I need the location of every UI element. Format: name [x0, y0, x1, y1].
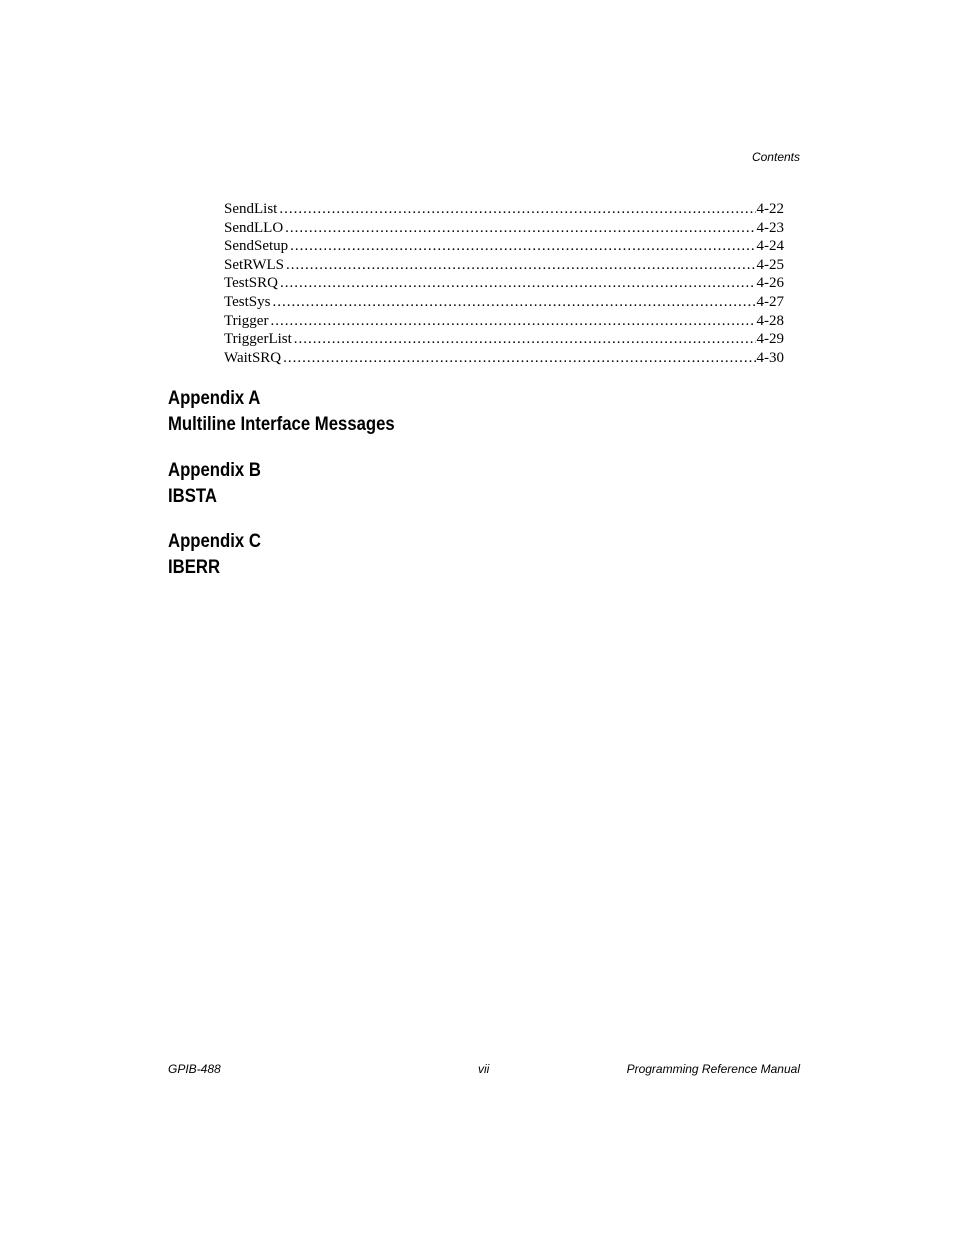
footer-manual-title: Programming Reference Manual — [626, 1062, 800, 1076]
toc-entry-testsys[interactable] — [224, 293, 784, 312]
toc-entry-title: WaitSRQ — [224, 349, 282, 366]
appendix-label: Appendix A — [168, 388, 261, 409]
toc-entry-title: SendList — [224, 201, 278, 217]
toc-entry-page: 4-23 — [756, 219, 784, 236]
toc-entry-title: TriggerList — [224, 331, 292, 348]
appendix-title: IBERR — [168, 557, 221, 578]
appendix-label: Appendix B — [168, 460, 261, 481]
toc-entry-page: 4-28 — [756, 312, 784, 329]
toc-entry-sendllo[interactable] — [224, 219, 784, 238]
toc-entry-page: 4-30 — [756, 349, 784, 366]
toc-entry-testsrq[interactable] — [224, 274, 784, 293]
running-head: Contents — [751, 150, 800, 164]
toc-entry-page: 4-25 — [756, 256, 784, 273]
appendix-b-heading[interactable] — [168, 458, 261, 510]
toc-entry-title: Trigger — [224, 312, 269, 329]
toc-entry-sendlist[interactable] — [224, 200, 784, 219]
appendix-title: Multiline Interface Messages — [168, 414, 395, 435]
toc-entry-page: 4-27 — [756, 293, 784, 310]
appendix-a-heading[interactable] — [168, 386, 395, 438]
dot-leader — [283, 349, 755, 368]
dot-leader — [280, 274, 756, 293]
footer-product-name: GPIB-488 — [168, 1062, 221, 1076]
toc-entry-page: 4-29 — [756, 331, 784, 348]
toc-entry-triggerlist[interactable] — [224, 330, 784, 349]
dot-leader — [290, 237, 755, 256]
toc-entry-title: TestSRQ — [224, 275, 278, 292]
toc-entry-sendsetup[interactable] — [224, 237, 784, 256]
toc-entry-title: SendLLO — [224, 219, 284, 236]
dot-leader — [294, 330, 756, 349]
dot-leader — [279, 200, 755, 219]
dot-leader — [272, 293, 755, 312]
dot-leader — [286, 256, 755, 275]
dot-leader — [270, 312, 755, 331]
appendix-title: IBSTA — [168, 486, 217, 507]
toc-entry-title: SendSetup — [224, 238, 289, 255]
toc-entry-title: TestSys — [224, 293, 271, 310]
appendix-label: Appendix C — [168, 531, 261, 552]
dot-leader — [285, 219, 755, 238]
toc-list — [224, 200, 784, 367]
toc-entry-page: 4-26 — [756, 275, 784, 292]
footer-page-number: vii — [478, 1062, 490, 1076]
toc-entry-waitsrq[interactable] — [224, 349, 784, 368]
toc-entry-page: 4-22 — [756, 201, 784, 217]
toc-entry-trigger[interactable] — [224, 312, 784, 331]
toc-entry-title: SetRWLS — [224, 256, 285, 273]
appendix-c-heading[interactable] — [168, 529, 261, 581]
toc-entry-page: 4-24 — [756, 238, 784, 255]
toc-entry-setrwls[interactable] — [224, 256, 784, 275]
